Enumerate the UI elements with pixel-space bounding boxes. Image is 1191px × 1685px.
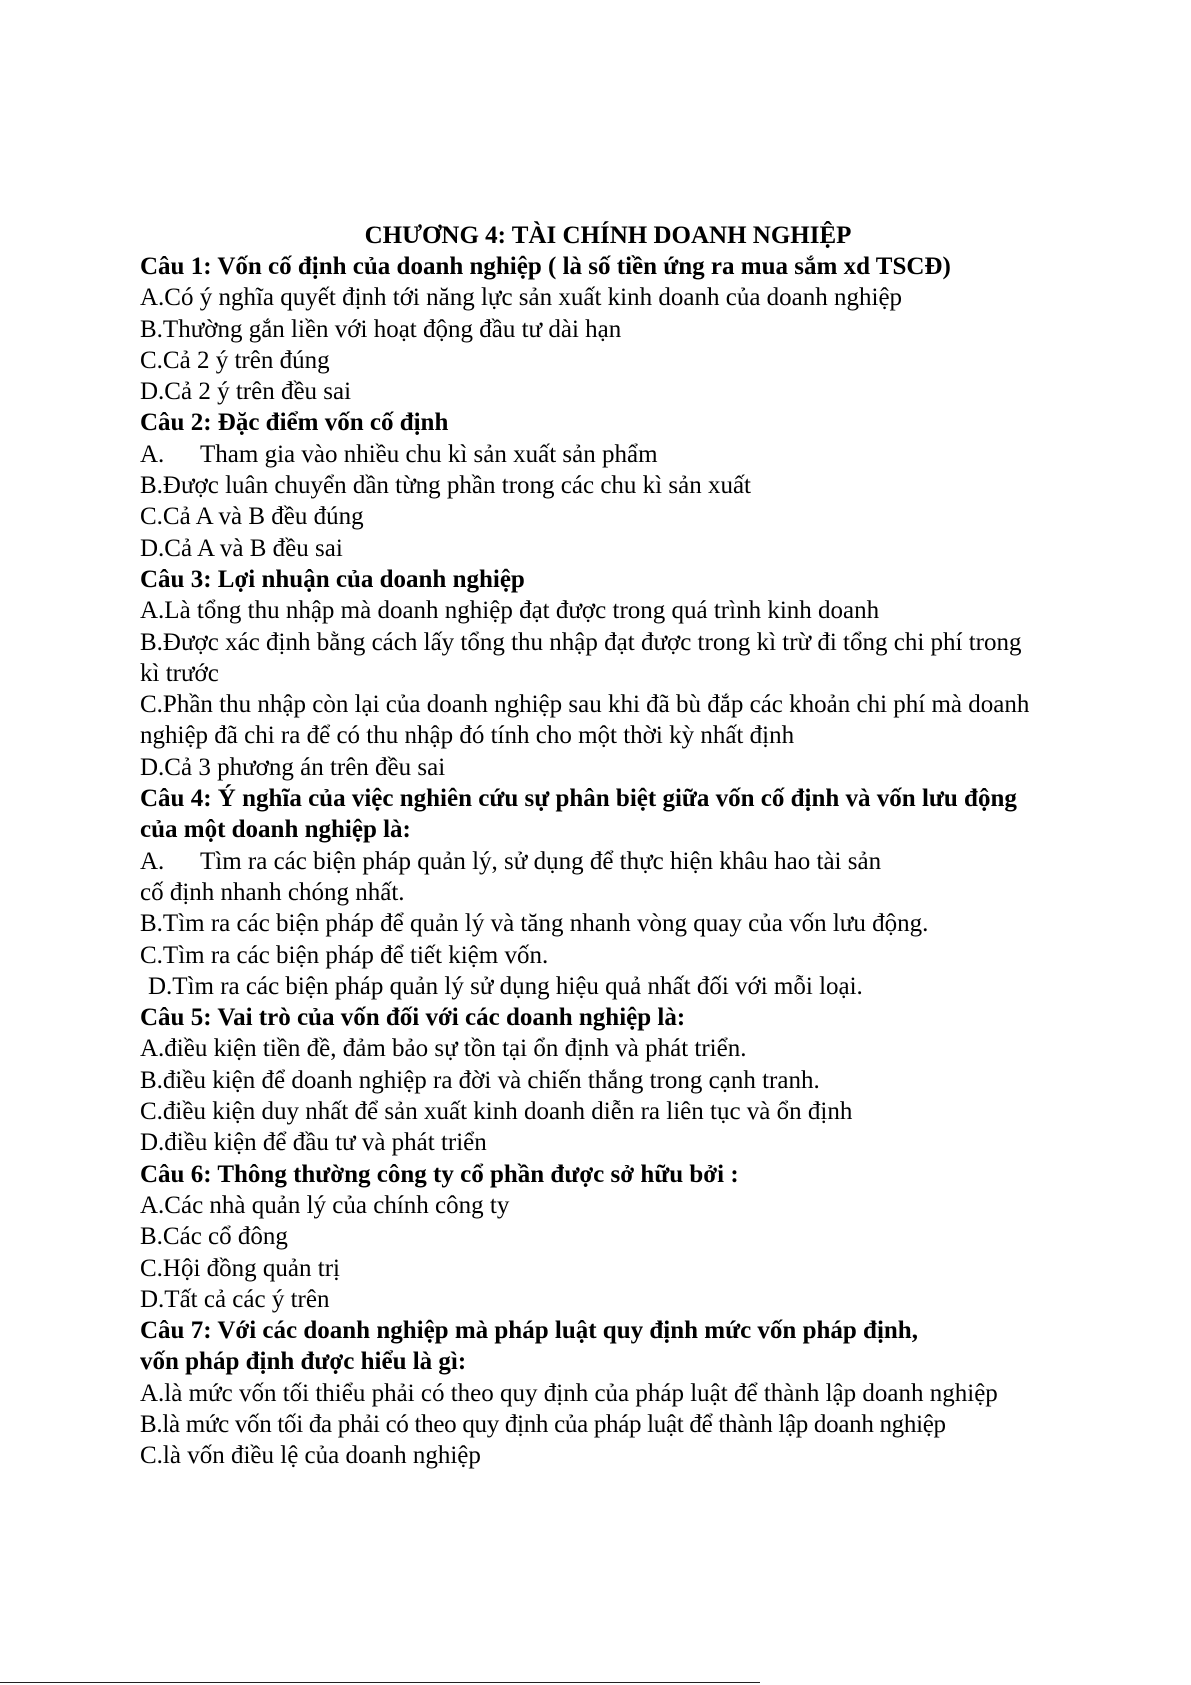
question-2 (140, 407, 1060, 563)
question-6 (140, 1159, 1060, 1315)
option-letter: A. (140, 440, 165, 468)
document-page (140, 220, 1060, 1472)
option-letter: A. (140, 847, 165, 875)
option-a: A.là mức vốn tối thiểu phải có theo quy định của pháp luật để thành lập doanh nghiệp (140, 1379, 998, 1407)
option-d: D.Cả 2 ý trên đều sai (140, 378, 352, 406)
question-text: Câu 6: Thông thường công ty cổ phần được sở hữu bởi : (140, 1160, 739, 1188)
question-4 (140, 783, 1060, 1002)
page-title: CHƯƠNG 4: TÀI CHÍNH DOANH NGHIỆP (364, 222, 852, 249)
option-c: C.Hội đồng quản trị (140, 1254, 340, 1282)
option-d: D.Tất cả các ý trên (140, 1285, 330, 1313)
option-d: D.Cả 3 phương án trên đều sai (140, 753, 446, 781)
option-d: D.Cả A và B đều sai (140, 534, 343, 562)
question-text: Câu 5: Vai trò của vốn đối với các doanh nghiệp là: (140, 1004, 686, 1032)
page-bottom-rule (0, 1682, 760, 1683)
option-c: C.điều kiện duy nhất để sản xuất kinh doanh diễn ra liên tục và ổn định (140, 1098, 853, 1126)
question-text: Câu 7: Với các doanh nghiệp mà pháp luật quy định mức vốn pháp định, vốn pháp định được hiểu là gì: (140, 1317, 918, 1376)
question-text: Câu 3: Lợi nhuận của doanh nghiệp (140, 565, 525, 593)
option-a: A.Là tổng thu nhập mà doanh nghiệp đạt được trong quá trình kinh doanh (140, 597, 880, 625)
option-c: C.Tìm ra các biện pháp để tiết kiệm vốn. (140, 941, 549, 969)
option-b: B.Các cổ đông (140, 1223, 288, 1251)
question-3 (140, 564, 1060, 783)
option-a: A.Các nhà quản lý của chính công ty (140, 1191, 510, 1219)
option-d: D.Tìm ra các biện pháp quản lý sử dụng hiệu quả nhất đối với mỗi loại. (148, 972, 863, 1000)
question-text: Câu 4: Ý nghĩa của việc nghiên cứu sự phân biệt giữa vốn cố định và vốn lưu động của một doanh nghiệp là: (140, 785, 1017, 844)
option-b: B.Được xác định bằng cách lấy tổng thu nhập đạt được trong kì trừ đi tổng chi phí trong kì trước (140, 628, 1022, 687)
option-a (140, 439, 1060, 470)
question-text: Câu 2: Đặc điểm vốn cố định (140, 409, 449, 437)
option-text: Tìm ra các biện pháp quản lý, sử dụng để thực hiện khâu hao tài sản cố định nhanh chóng nhất. (140, 847, 882, 906)
option-c: C.Phần thu nhập còn lại của doanh nghiệp sau khi đã bù đắp các khoản chi phí mà doanh nghiệp đã chi ra để có thu nhập đó tính cho một thời kỳ nhất định (140, 691, 1030, 750)
option-b: B.là mức vốn tối đa phải có theo quy định của pháp luật để thành lập doanh nghiệp (140, 1410, 946, 1438)
question-1 (140, 251, 1060, 407)
option-c: C.là vốn điều lệ của doanh nghiệp (140, 1442, 481, 1470)
question-text: Câu 1: Vốn cố định của doanh nghiệp ( là số tiền ứng ra mua sắm xd TSCĐ) (140, 253, 951, 280)
option-a (140, 846, 1060, 909)
option-b: B.Được luân chuyển dần từng phần trong các chu kì sản xuất (140, 472, 751, 500)
option-b: B.Tìm ra các biện pháp để quản lý và tăng nhanh vòng quay của vốn lưu động. (140, 910, 929, 938)
option-b: B.Thường gắn liền với hoạt động đầu tư dài hạn (140, 315, 622, 343)
question-5 (140, 1002, 1060, 1158)
option-d: D.điều kiện để đầu tư và phát triển (140, 1129, 487, 1157)
option-c: C.Cả A và B đều đúng (140, 503, 364, 531)
option-b: B.điều kiện để doanh nghiệp ra đời và chiến thắng trong cạnh tranh. (140, 1066, 820, 1094)
option-text: Tham gia vào nhiều chu kì sản xuất sản phẩm (200, 440, 658, 468)
option-c: C.Cả 2 ý trên đúng (140, 346, 330, 374)
option-a: A.Có ý nghĩa quyết định tới năng lực sản xuất kinh doanh của doanh nghiệp (140, 284, 903, 312)
question-7 (140, 1315, 1060, 1471)
option-a: A.điều kiện tiền đề, đảm bảo sự tồn tại ổn định và phát triển. (140, 1035, 747, 1063)
